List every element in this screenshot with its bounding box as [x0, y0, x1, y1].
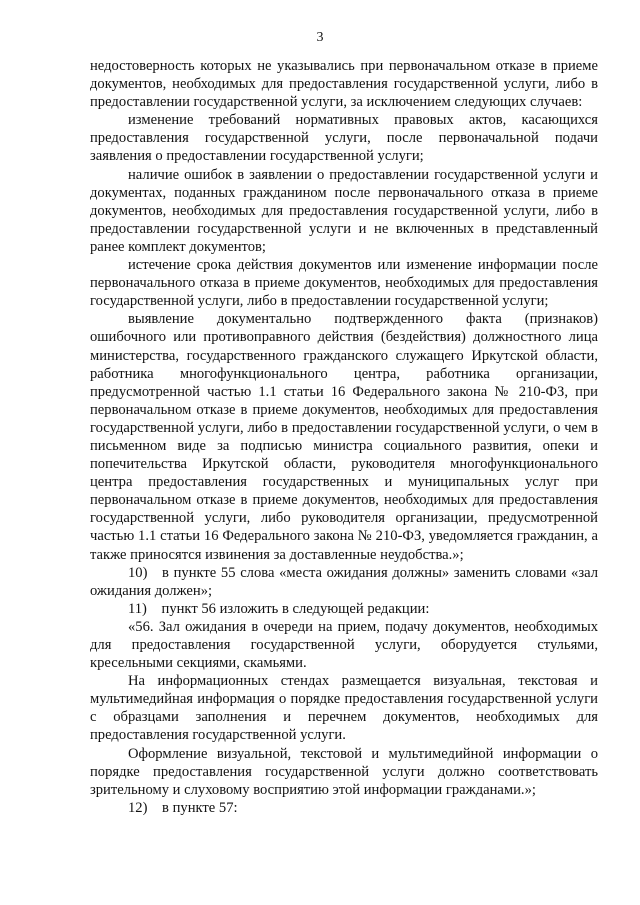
paragraph-case-expiry: истечение срока действия документов или изменение информации после первоначального отказа в приеме документов, необходимых для предоставления государственной услуги, либо в предоставлении государственной услуги;: [90, 257, 598, 310]
paragraph-item-11: 11) пункт 56 изложить в следующей редакции:: [128, 600, 430, 617]
paragraph-clause-56: «56. Зал ожидания в очереди на прием, подачу документов, необходимых для предоставления государственной услуги, оборудуется стульями, кресельными секциями, скамьями.: [90, 618, 598, 672]
paragraph-continuation: недостоверность которых не указывались при первоначальном отказе в приеме документов, необходимых для предоставления государственной услуги, либо в предоставлении государственной услуги, за исключением следующих случаев:: [90, 58, 598, 111]
paragraph-item-12: 12) в пункте 57:: [128, 799, 238, 816]
paragraph-item-10: 10) в пункте 55 слова «места ожидания должны» заменить словами «зал ожидания должен»;: [90, 564, 598, 599]
paragraph-case-misconduct: выявление документально подтвержденного факта (признаков) ошибочного или противоправного действия (бездействия) должностного лица министерства, государственного гражданского служащего Иркутской области, работника многофункционального центра, работника организации, предусмотренной частью 1.1 статьи 16 Федерального закона № 210-ФЗ, при первоначальном отказе в приеме документов, необходимых для предоставления государственной услуги, либо в предоставлении государственной услуги, о чем в письменном виде за подписью министра социального развития, опеки и попечительства Иркутской области, руководителя многофункционального центра предоставления государственных и муниципальных услуг при первоначальном отказе в приеме документов, необходимых для предоставления государственной услуги, либо руководителя организации, предусмотренной частью 1.1 статьи 16 Федерального закона № 210-ФЗ, уведомляется гражданин, а также приносятся извинения за доставленные неудобства.»;: [90, 311, 598, 563]
paragraph-info-stands: На информационных стендах размещается визуальная, текстовая и мультимедийная информация о порядке предоставления государственной услуги с образцами заполнения и перечнем документов, необходимых для предоставления государственной услуги.: [90, 673, 598, 744]
document-body: [90, 57, 598, 817]
page-number: 3: [316, 30, 324, 45]
paragraph-case-regulation-change: изменение требований нормативных правовых актов, касающихся предоставления государственной услуги, после первоначальной подачи заявления о предоставлении государственной услуги;: [90, 112, 598, 165]
paragraph-info-design: Оформление визуальной, текстовой и мультимедийной информации о порядке предоставления государственной услуги должно соответствовать зрительному и слуховому восприятию этой информации гражданами.»;: [90, 745, 598, 798]
paragraph-case-errors: наличие ошибок в заявлении о предоставлении государственной услуги и документах, поданных гражданином после первоначального отказа в приеме документов, необходимых для предоставления государственной услуги, либо в предоставлении государственной услуги и не включенных в представленный ранее комплект документов;: [90, 166, 598, 255]
